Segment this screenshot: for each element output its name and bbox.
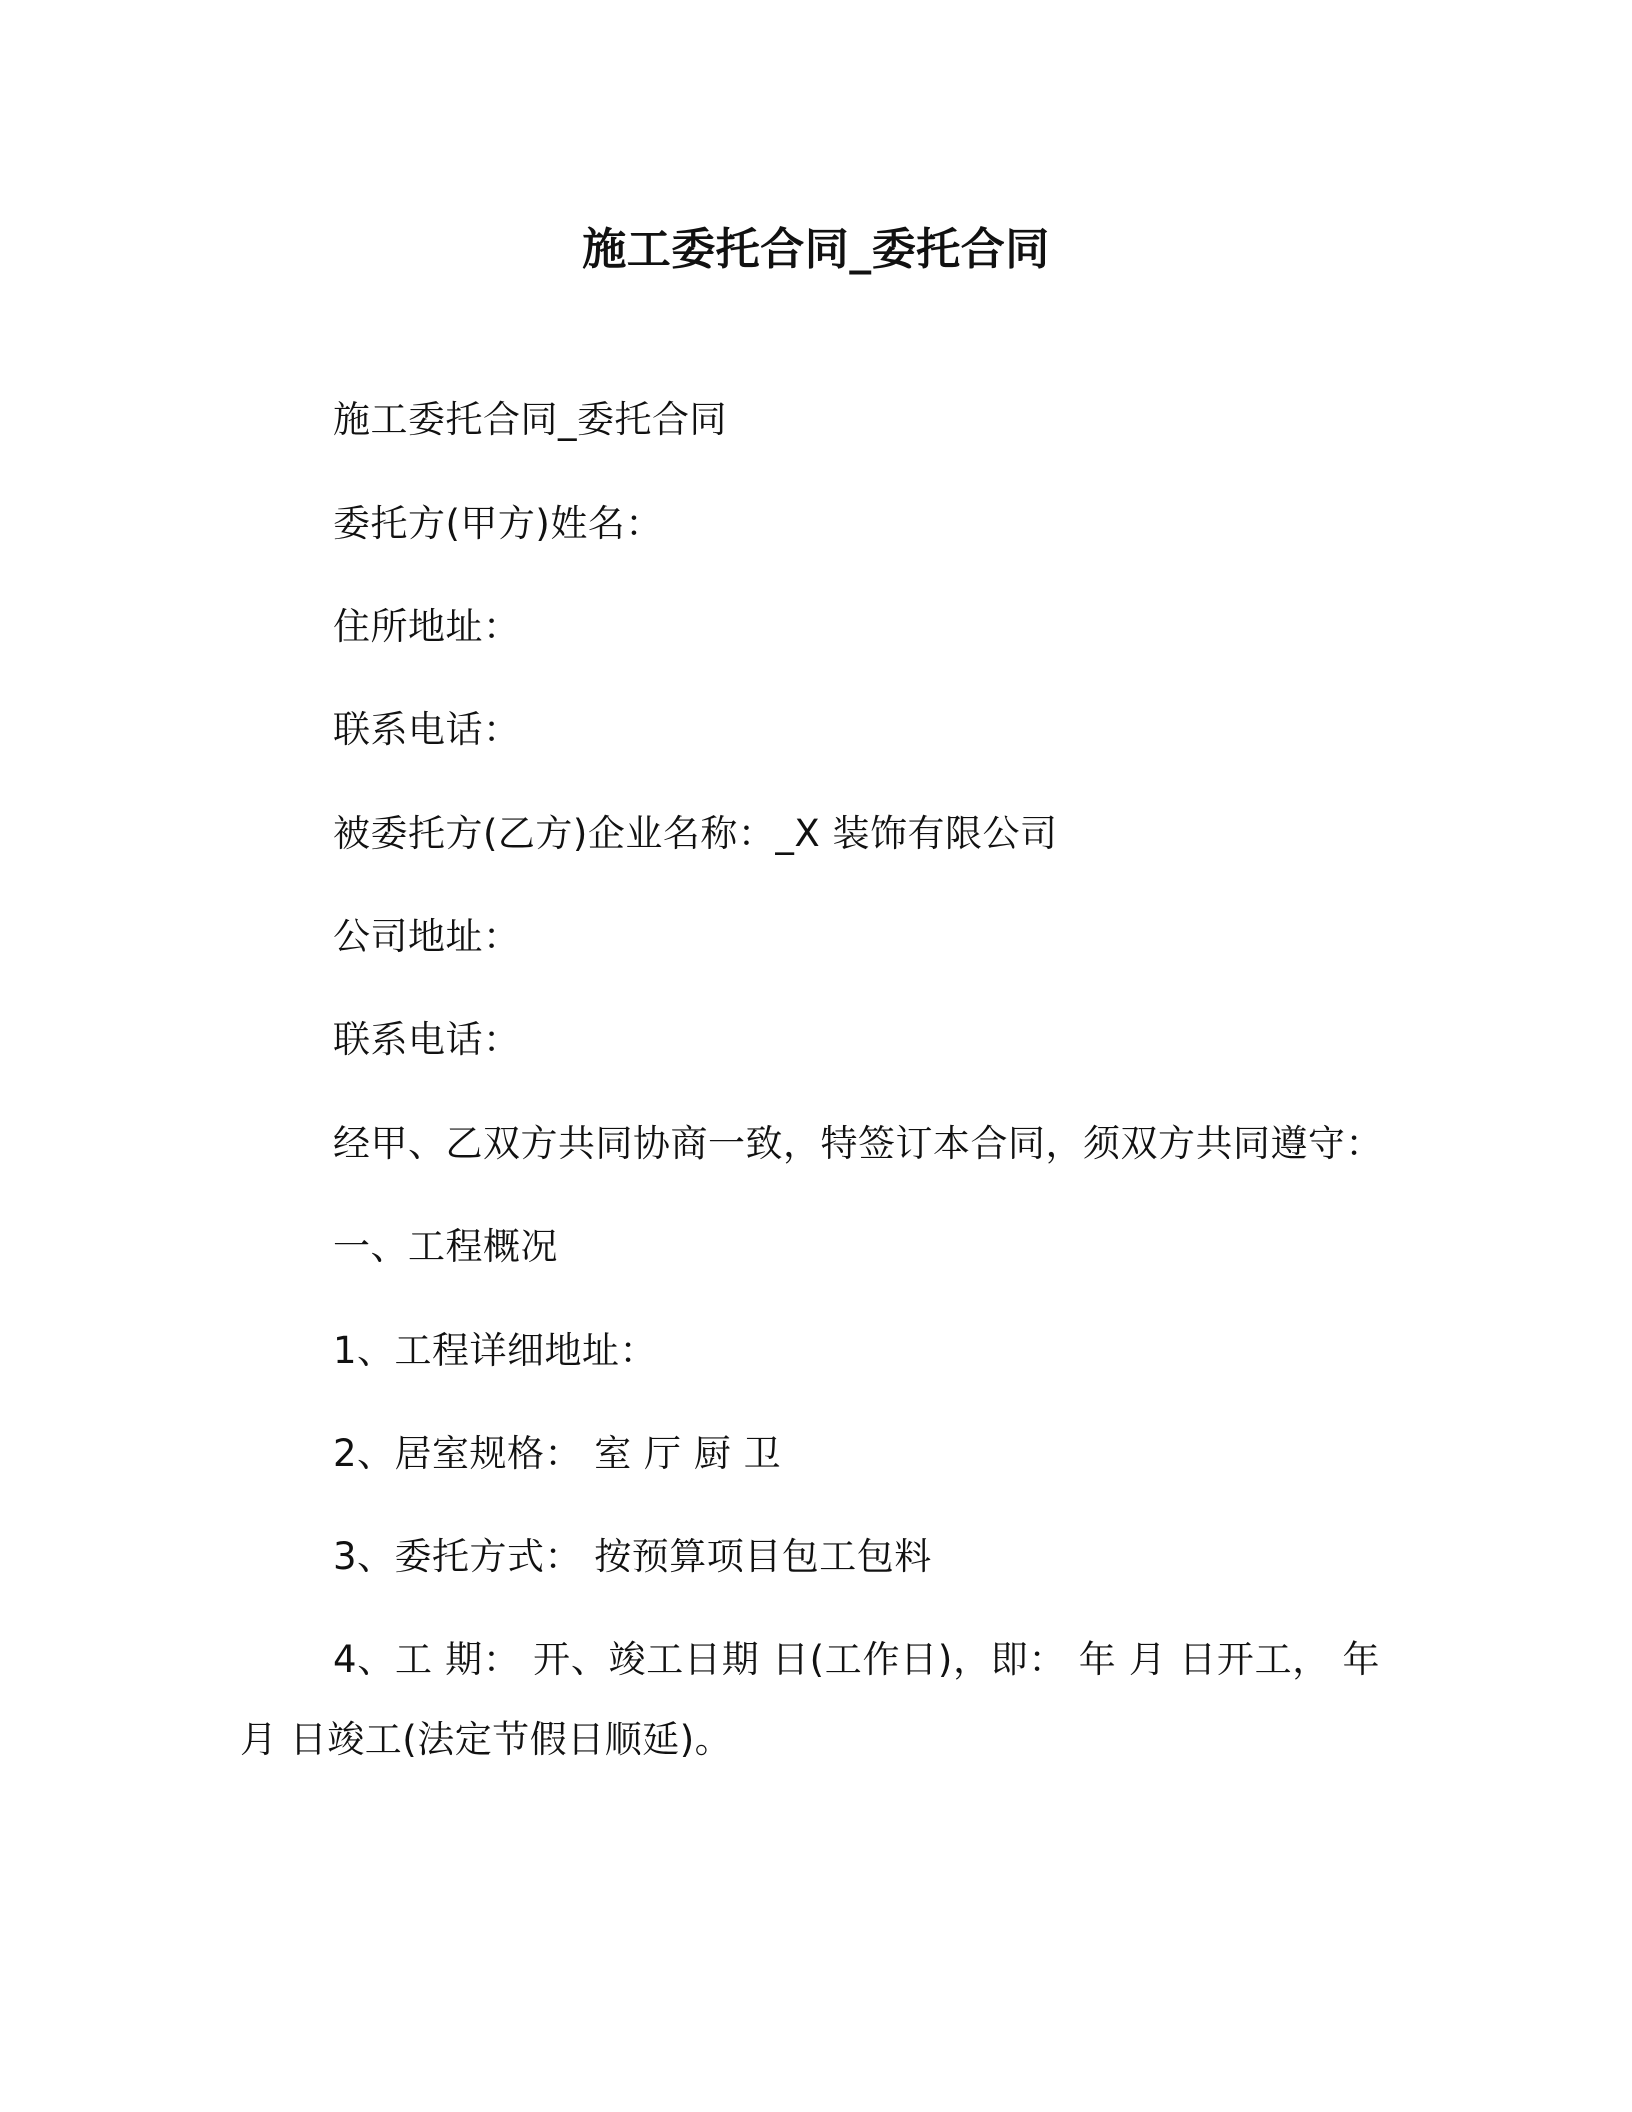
party-a-address-field: 住所地址： bbox=[333, 605, 521, 648]
party-a-phone-field: 联系电话： bbox=[333, 708, 521, 751]
section-heading-project-overview: 一、工程概况 bbox=[333, 1225, 558, 1268]
agreement-preamble: 经甲、乙双方共同协商一致，特签订本合同，须双方共同遵守： bbox=[333, 1122, 1383, 1165]
party-a-name-field: 委托方(甲方)姓名： bbox=[333, 502, 663, 545]
clause-3-commission-method: 3、委托方式： 按预算项目包工包料 bbox=[333, 1535, 932, 1578]
clause-1-project-address: 1、工程详细地址： bbox=[333, 1329, 658, 1372]
document-title: 施工委托合同_委托合同 bbox=[582, 224, 1050, 275]
clause-4-schedule: 4、工 期： 开、竣工日期 日(工作日)，即： 年 月 日开工， 年 月 日竣工(法定节假日顺延)。 bbox=[240, 1638, 1380, 1761]
clause-2-room-spec: 2、居室规格： 室 厅 厨 卫 bbox=[333, 1432, 782, 1475]
party-b-phone-field: 联系电话： bbox=[333, 1018, 521, 1061]
party-b-company-name-field: 被委托方(乙方)企业名称：_X 装饰有限公司 bbox=[333, 812, 1058, 855]
party-b-address-field: 公司地址： bbox=[333, 915, 521, 958]
document-subtitle: 施工委托合同_委托合同 bbox=[333, 398, 727, 441]
